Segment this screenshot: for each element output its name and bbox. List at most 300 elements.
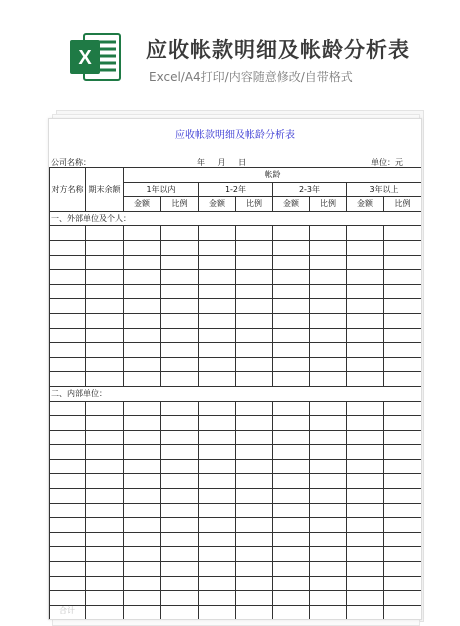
empty-cell bbox=[124, 576, 161, 591]
empty-cell bbox=[310, 562, 347, 577]
empty-cell bbox=[310, 576, 347, 591]
empty-cell bbox=[236, 518, 273, 533]
empty-cell bbox=[310, 591, 347, 606]
empty-cell bbox=[310, 255, 347, 270]
header-aging-group: 3年以上 bbox=[347, 182, 422, 197]
table-row bbox=[50, 284, 422, 299]
empty-cell bbox=[384, 474, 422, 489]
empty-cell bbox=[50, 459, 86, 474]
empty-cell bbox=[384, 591, 422, 606]
empty-cell bbox=[199, 562, 236, 577]
empty-cell bbox=[50, 562, 86, 577]
empty-cell bbox=[347, 299, 384, 314]
empty-cell bbox=[161, 605, 199, 620]
empty-cell bbox=[384, 299, 422, 314]
empty-cell bbox=[199, 547, 236, 562]
empty-cell bbox=[384, 445, 422, 460]
header-ratio: 比例 bbox=[310, 197, 347, 212]
empty-cell bbox=[199, 270, 236, 285]
empty-cell bbox=[236, 562, 273, 577]
empty-cell bbox=[310, 503, 347, 518]
table-row bbox=[50, 313, 422, 328]
empty-cell bbox=[86, 255, 124, 270]
table-row bbox=[50, 576, 422, 591]
empty-cell bbox=[50, 240, 86, 255]
empty-cell bbox=[124, 591, 161, 606]
empty-cell bbox=[384, 240, 422, 255]
empty-cell bbox=[236, 270, 273, 285]
empty-cell bbox=[86, 532, 124, 547]
empty-cell bbox=[236, 240, 273, 255]
empty-cell bbox=[86, 401, 124, 416]
empty-cell bbox=[161, 503, 199, 518]
empty-cell bbox=[236, 226, 273, 241]
empty-cell bbox=[347, 445, 384, 460]
empty-cell bbox=[384, 459, 422, 474]
empty-cell bbox=[199, 416, 236, 431]
empty-cell bbox=[124, 357, 161, 372]
empty-cell bbox=[273, 445, 310, 460]
empty-cell bbox=[124, 401, 161, 416]
empty-cell bbox=[310, 299, 347, 314]
empty-cell bbox=[199, 489, 236, 504]
empty-cell bbox=[124, 547, 161, 562]
header-aging: 帐龄 bbox=[124, 168, 422, 183]
empty-cell bbox=[310, 518, 347, 533]
table-row bbox=[50, 270, 422, 285]
empty-cell bbox=[384, 576, 422, 591]
empty-cell bbox=[161, 372, 199, 387]
empty-cell bbox=[236, 255, 273, 270]
empty-cell bbox=[310, 372, 347, 387]
empty-cell bbox=[199, 518, 236, 533]
header-ratio: 比例 bbox=[161, 197, 199, 212]
svg-text:X: X bbox=[78, 47, 92, 69]
empty-cell bbox=[161, 357, 199, 372]
empty-cell bbox=[236, 357, 273, 372]
empty-cell bbox=[199, 240, 236, 255]
empty-cell bbox=[236, 313, 273, 328]
empty-cell bbox=[236, 430, 273, 445]
header-aging-group: 2-3年 bbox=[273, 182, 347, 197]
empty-cell bbox=[50, 503, 86, 518]
empty-cell bbox=[384, 313, 422, 328]
empty-cell bbox=[384, 357, 422, 372]
empty-cell bbox=[347, 284, 384, 299]
empty-cell bbox=[384, 328, 422, 343]
empty-cell bbox=[86, 430, 124, 445]
empty-cell bbox=[384, 430, 422, 445]
empty-cell bbox=[161, 591, 199, 606]
empty-cell bbox=[310, 313, 347, 328]
empty-cell bbox=[384, 226, 422, 241]
empty-cell bbox=[273, 547, 310, 562]
empty-cell bbox=[161, 489, 199, 504]
empty-cell bbox=[86, 474, 124, 489]
empty-cell bbox=[50, 372, 86, 387]
empty-cell bbox=[124, 605, 161, 620]
empty-cell bbox=[124, 255, 161, 270]
empty-cell bbox=[161, 240, 199, 255]
empty-cell bbox=[50, 489, 86, 504]
empty-cell bbox=[86, 372, 124, 387]
empty-cell bbox=[50, 445, 86, 460]
empty-cell bbox=[347, 518, 384, 533]
empty-cell bbox=[124, 562, 161, 577]
empty-cell bbox=[384, 518, 422, 533]
table-row bbox=[50, 591, 422, 606]
table-row bbox=[50, 503, 422, 518]
table-row bbox=[50, 299, 422, 314]
empty-cell bbox=[86, 503, 124, 518]
empty-cell bbox=[50, 547, 86, 562]
empty-cell bbox=[273, 270, 310, 285]
empty-cell bbox=[384, 547, 422, 562]
empty-cell bbox=[124, 328, 161, 343]
empty-cell bbox=[199, 430, 236, 445]
empty-cell bbox=[199, 605, 236, 620]
empty-cell bbox=[50, 401, 86, 416]
empty-cell bbox=[236, 605, 273, 620]
empty-cell bbox=[86, 328, 124, 343]
empty-cell bbox=[124, 270, 161, 285]
empty-cell bbox=[273, 532, 310, 547]
empty-cell bbox=[124, 474, 161, 489]
empty-cell bbox=[310, 226, 347, 241]
empty-cell bbox=[273, 474, 310, 489]
page-subtitle: Excel/A4打印/内容随意修改/自带格式 bbox=[149, 68, 353, 85]
empty-cell bbox=[161, 430, 199, 445]
empty-cell bbox=[273, 255, 310, 270]
header-amount: 金额 bbox=[273, 197, 310, 212]
empty-cell bbox=[310, 284, 347, 299]
empty-cell bbox=[273, 343, 310, 358]
header-balance: 期末余额 bbox=[86, 168, 124, 212]
empty-cell bbox=[236, 416, 273, 431]
empty-cell bbox=[50, 328, 86, 343]
empty-cell bbox=[124, 299, 161, 314]
empty-cell bbox=[86, 605, 124, 620]
empty-cell bbox=[50, 226, 86, 241]
empty-cell bbox=[273, 416, 310, 431]
table-row bbox=[50, 401, 422, 416]
empty-cell bbox=[347, 459, 384, 474]
empty-cell bbox=[347, 270, 384, 285]
external-section bbox=[50, 211, 422, 386]
table-row bbox=[50, 532, 422, 547]
empty-cell bbox=[86, 591, 124, 606]
empty-cell bbox=[347, 328, 384, 343]
empty-cell bbox=[199, 445, 236, 460]
table-row bbox=[50, 372, 422, 387]
empty-cell bbox=[86, 547, 124, 562]
header-amount: 金额 bbox=[347, 197, 384, 212]
empty-cell bbox=[310, 343, 347, 358]
empty-cell bbox=[273, 299, 310, 314]
table-row bbox=[50, 357, 422, 372]
empty-cell bbox=[161, 474, 199, 489]
empty-cell bbox=[50, 299, 86, 314]
table-row bbox=[50, 343, 422, 358]
header-aging-group: 1-2年 bbox=[199, 182, 273, 197]
empty-cell bbox=[86, 343, 124, 358]
empty-cell bbox=[347, 343, 384, 358]
empty-cell bbox=[199, 357, 236, 372]
empty-cell bbox=[199, 401, 236, 416]
empty-cell bbox=[199, 299, 236, 314]
empty-cell bbox=[124, 518, 161, 533]
empty-cell bbox=[347, 226, 384, 241]
empty-cell bbox=[124, 284, 161, 299]
empty-cell bbox=[310, 401, 347, 416]
empty-cell bbox=[310, 270, 347, 285]
excel-icon bbox=[68, 30, 122, 84]
empty-cell bbox=[50, 357, 86, 372]
empty-cell bbox=[86, 562, 124, 577]
empty-cell bbox=[273, 430, 310, 445]
empty-cell bbox=[236, 372, 273, 387]
empty-cell bbox=[50, 474, 86, 489]
empty-cell bbox=[273, 591, 310, 606]
empty-cell bbox=[124, 416, 161, 431]
empty-cell bbox=[161, 270, 199, 285]
empty-cell bbox=[199, 255, 236, 270]
empty-cell bbox=[86, 416, 124, 431]
empty-cell bbox=[273, 605, 310, 620]
empty-cell bbox=[347, 313, 384, 328]
empty-cell bbox=[50, 313, 86, 328]
empty-cell bbox=[384, 605, 422, 620]
empty-cell bbox=[161, 284, 199, 299]
table-row bbox=[50, 562, 422, 577]
empty-cell bbox=[310, 459, 347, 474]
empty-cell bbox=[86, 518, 124, 533]
table-row bbox=[50, 226, 422, 241]
empty-cell bbox=[310, 474, 347, 489]
empty-cell bbox=[124, 343, 161, 358]
spreadsheet-preview bbox=[48, 118, 422, 620]
empty-cell bbox=[273, 226, 310, 241]
empty-cell bbox=[50, 270, 86, 285]
empty-cell bbox=[86, 357, 124, 372]
empty-cell bbox=[124, 459, 161, 474]
empty-cell bbox=[384, 532, 422, 547]
table-row bbox=[50, 489, 422, 504]
table-row bbox=[50, 547, 422, 562]
empty-cell bbox=[86, 459, 124, 474]
empty-cell bbox=[310, 605, 347, 620]
empty-cell bbox=[347, 357, 384, 372]
empty-cell bbox=[161, 547, 199, 562]
empty-cell bbox=[384, 270, 422, 285]
empty-cell bbox=[236, 459, 273, 474]
sheet-title: 应收帐款明细及帐龄分析表 bbox=[49, 126, 421, 141]
empty-cell bbox=[273, 328, 310, 343]
empty-cell bbox=[273, 489, 310, 504]
empty-cell bbox=[384, 255, 422, 270]
section-external-label: 一、外部单位及个人： bbox=[50, 211, 422, 226]
table-row bbox=[50, 605, 422, 620]
total-label-faint: 合计 bbox=[59, 605, 75, 616]
empty-cell bbox=[199, 576, 236, 591]
empty-cell bbox=[310, 328, 347, 343]
empty-cell bbox=[347, 474, 384, 489]
empty-cell bbox=[86, 299, 124, 314]
page-header bbox=[0, 0, 460, 100]
empty-cell bbox=[50, 416, 86, 431]
empty-cell bbox=[236, 474, 273, 489]
unit-label: 单位：元 bbox=[371, 157, 403, 168]
empty-cell bbox=[310, 532, 347, 547]
empty-cell bbox=[310, 489, 347, 504]
empty-cell bbox=[50, 591, 86, 606]
empty-cell bbox=[310, 430, 347, 445]
empty-cell bbox=[347, 489, 384, 504]
empty-cell bbox=[86, 270, 124, 285]
empty-cell bbox=[347, 605, 384, 620]
empty-cell bbox=[50, 518, 86, 533]
empty-cell bbox=[86, 226, 124, 241]
empty-cell bbox=[236, 401, 273, 416]
empty-cell bbox=[273, 372, 310, 387]
empty-cell bbox=[236, 343, 273, 358]
empty-cell bbox=[236, 576, 273, 591]
empty-cell bbox=[347, 372, 384, 387]
empty-cell bbox=[273, 313, 310, 328]
empty-cell bbox=[161, 576, 199, 591]
empty-cell bbox=[310, 240, 347, 255]
empty-cell bbox=[199, 591, 236, 606]
empty-cell bbox=[161, 299, 199, 314]
empty-cell bbox=[124, 313, 161, 328]
empty-cell bbox=[273, 357, 310, 372]
empty-cell bbox=[86, 240, 124, 255]
empty-cell bbox=[124, 240, 161, 255]
empty-cell bbox=[86, 489, 124, 504]
empty-cell bbox=[161, 562, 199, 577]
empty-cell bbox=[236, 328, 273, 343]
empty-cell bbox=[161, 401, 199, 416]
empty-cell bbox=[273, 503, 310, 518]
empty-cell bbox=[161, 518, 199, 533]
table-row bbox=[50, 328, 422, 343]
header-counterparty: 对方名称 bbox=[50, 168, 86, 212]
empty-cell bbox=[273, 518, 310, 533]
empty-cell bbox=[347, 430, 384, 445]
empty-cell bbox=[86, 576, 124, 591]
empty-cell bbox=[124, 445, 161, 460]
empty-cell bbox=[161, 416, 199, 431]
empty-cell bbox=[50, 284, 86, 299]
empty-cell bbox=[384, 401, 422, 416]
table-row bbox=[50, 459, 422, 474]
company-label: 公司名称： bbox=[51, 157, 91, 168]
empty-cell bbox=[273, 576, 310, 591]
empty-cell bbox=[124, 489, 161, 504]
empty-cell bbox=[199, 532, 236, 547]
empty-cell bbox=[347, 255, 384, 270]
empty-cell bbox=[347, 240, 384, 255]
table-row bbox=[50, 416, 422, 431]
empty-cell bbox=[50, 430, 86, 445]
empty-cell bbox=[199, 284, 236, 299]
empty-cell bbox=[161, 328, 199, 343]
table-row bbox=[50, 445, 422, 460]
empty-cell bbox=[199, 459, 236, 474]
empty-cell bbox=[236, 503, 273, 518]
empty-cell bbox=[273, 459, 310, 474]
header-amount: 金额 bbox=[124, 197, 161, 212]
empty-cell bbox=[273, 562, 310, 577]
empty-cell bbox=[384, 372, 422, 387]
empty-cell bbox=[161, 532, 199, 547]
empty-cell bbox=[310, 547, 347, 562]
empty-cell bbox=[310, 357, 347, 372]
empty-cell bbox=[384, 416, 422, 431]
header-amount: 金额 bbox=[199, 197, 236, 212]
empty-cell bbox=[347, 503, 384, 518]
empty-cell bbox=[161, 445, 199, 460]
header-aging-group: 1年以内 bbox=[124, 182, 199, 197]
empty-cell bbox=[199, 474, 236, 489]
table-row bbox=[50, 430, 422, 445]
empty-cell bbox=[310, 416, 347, 431]
date-label: 年 月 日 bbox=[197, 157, 246, 168]
table-row bbox=[50, 518, 422, 533]
table-row bbox=[50, 255, 422, 270]
aging-table bbox=[49, 167, 422, 620]
empty-cell bbox=[86, 445, 124, 460]
empty-cell bbox=[236, 299, 273, 314]
empty-cell bbox=[199, 313, 236, 328]
empty-cell bbox=[347, 547, 384, 562]
empty-cell bbox=[384, 562, 422, 577]
empty-cell bbox=[161, 226, 199, 241]
header-ratio: 比例 bbox=[384, 197, 422, 212]
empty-cell bbox=[161, 459, 199, 474]
empty-cell bbox=[384, 343, 422, 358]
empty-cell bbox=[199, 226, 236, 241]
empty-cell bbox=[384, 284, 422, 299]
empty-cell bbox=[236, 591, 273, 606]
empty-cell bbox=[347, 562, 384, 577]
empty-cell bbox=[124, 430, 161, 445]
empty-cell bbox=[161, 343, 199, 358]
empty-cell bbox=[124, 503, 161, 518]
empty-cell bbox=[199, 328, 236, 343]
empty-cell bbox=[50, 532, 86, 547]
empty-cell bbox=[199, 372, 236, 387]
empty-cell bbox=[347, 416, 384, 431]
empty-cell bbox=[50, 576, 86, 591]
empty-cell bbox=[236, 284, 273, 299]
empty-cell bbox=[384, 503, 422, 518]
empty-cell bbox=[347, 576, 384, 591]
empty-cell bbox=[86, 313, 124, 328]
empty-cell bbox=[236, 547, 273, 562]
internal-section bbox=[50, 386, 422, 620]
empty-cell bbox=[50, 343, 86, 358]
empty-cell bbox=[384, 489, 422, 504]
page-title: 应收帐款明细及帐龄分析表 bbox=[146, 34, 410, 64]
empty-cell bbox=[161, 255, 199, 270]
empty-cell bbox=[273, 401, 310, 416]
section-internal-label: 二、内部单位： bbox=[50, 386, 422, 401]
empty-cell bbox=[310, 445, 347, 460]
empty-cell bbox=[236, 445, 273, 460]
empty-cell bbox=[236, 532, 273, 547]
empty-cell bbox=[236, 489, 273, 504]
